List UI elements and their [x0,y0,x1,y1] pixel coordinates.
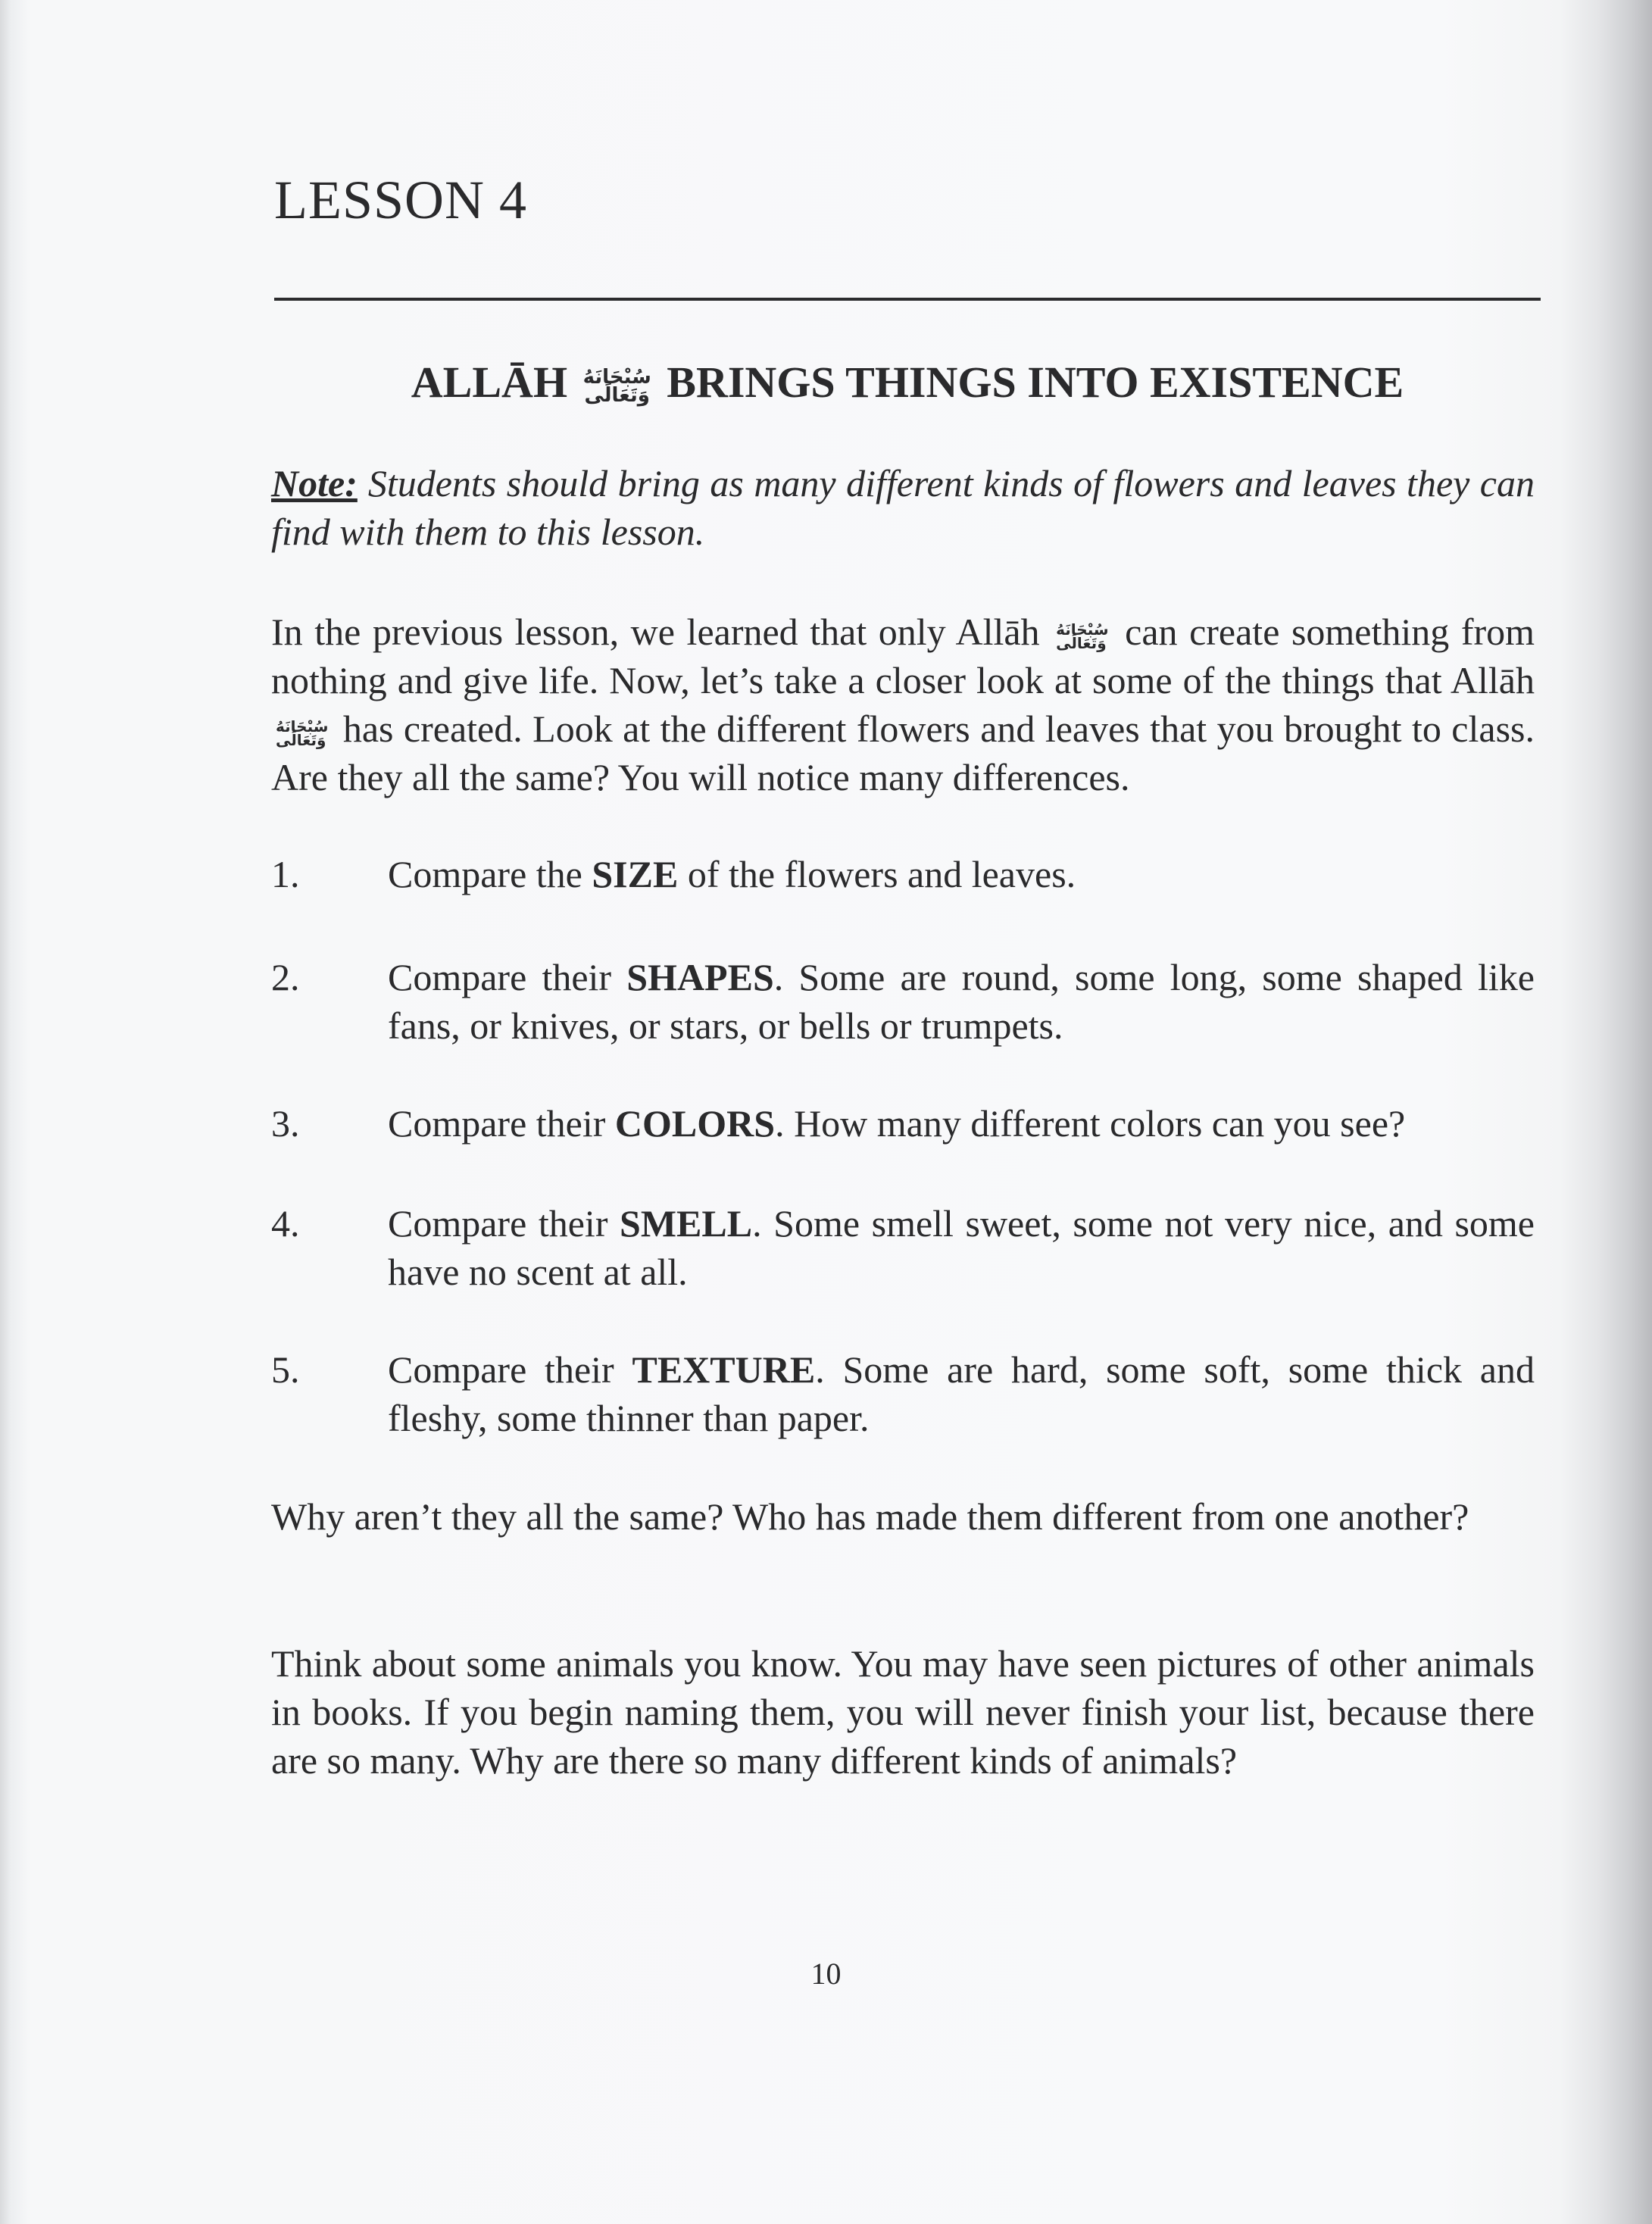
list-text: Compare their TEXTURE. Some are hard, some soft, some thick and fleshy, some thinner than paper. [388,1348,1535,1439]
lesson-heading: LESSON 4 [274,170,528,230]
list-keyword: SHAPES [626,956,774,998]
why-paragraph: Why aren’t they all the same? Who has made them different from one another? [271,1495,1469,1538]
list-text: Compare their SMELL. Some smell sweet, some not very nice, and some have no scent at all. [388,1202,1535,1293]
title-allah: ALLĀH [411,358,568,407]
intro-paragraph: In the previous lesson, we learned that only Allāh سُبْحَانَهُ وَتَعَالَى can create something from nothing and give life. Now, let’s take a closer look at some of the things that Allāh سُبْحَانَهُ وَتَعَالَى has created. Look at the different flowers and leaves that you brought to class. Are they all the same? You will notice many differences. [271,611,1535,798]
animals-paragraph: Think about some animals you know. You may have seen pictures of other animals in books. If you begin naming them, you will never finish your list, because there are so many. Why are there so many different kinds of animals? [271,1642,1535,1782]
list-number: 4. [271,1202,300,1245]
list-text: Compare the SIZE of the flowers and leaves. [388,853,1076,895]
list-item-size [271,850,1535,898]
teacher-note [271,459,1535,556]
list-keyword: COLORS [614,1102,776,1145]
list-keyword: SIZE [592,853,679,895]
lesson-title [274,356,1541,409]
list-number: 2. [271,956,300,998]
honorific-mark: سُبْحَانَهُ وَتَعَالَى [582,366,651,407]
list-text: Compare their COLORS. How many different colors can you see? [388,1102,1406,1145]
list-item-smell [271,1199,1535,1296]
note-text: Students should bring as many different kinds of flowers and leaves they can find with them to this lesson. [271,462,1535,553]
list-number: 3. [271,1102,300,1145]
honorific-mark: سُبْحَانَهُ وَتَعَالَى [276,717,329,749]
list-item-colors [271,1099,1535,1148]
heading-divider [274,298,1541,301]
list-keyword: SMELL [620,1202,753,1245]
list-item-texture [271,1345,1535,1442]
page-number: 10 [810,1957,842,1991]
list-text: Compare their SHAPES. Some are round, some long, some shaped like fans, or knives, or stars, or bells or trumpets. [388,956,1535,1047]
list-item-shapes [271,953,1535,1050]
list-number: 1. [271,853,300,895]
honorific-mark: سُبْحَانَهُ وَتَعَالَى [1056,620,1109,652]
title-rest: BRINGS THINGS INTO EXISTENCE [667,358,1404,407]
list-number: 5. [271,1348,300,1391]
list-keyword: TEXTURE [632,1348,816,1391]
note-label: Note: [271,462,358,504]
